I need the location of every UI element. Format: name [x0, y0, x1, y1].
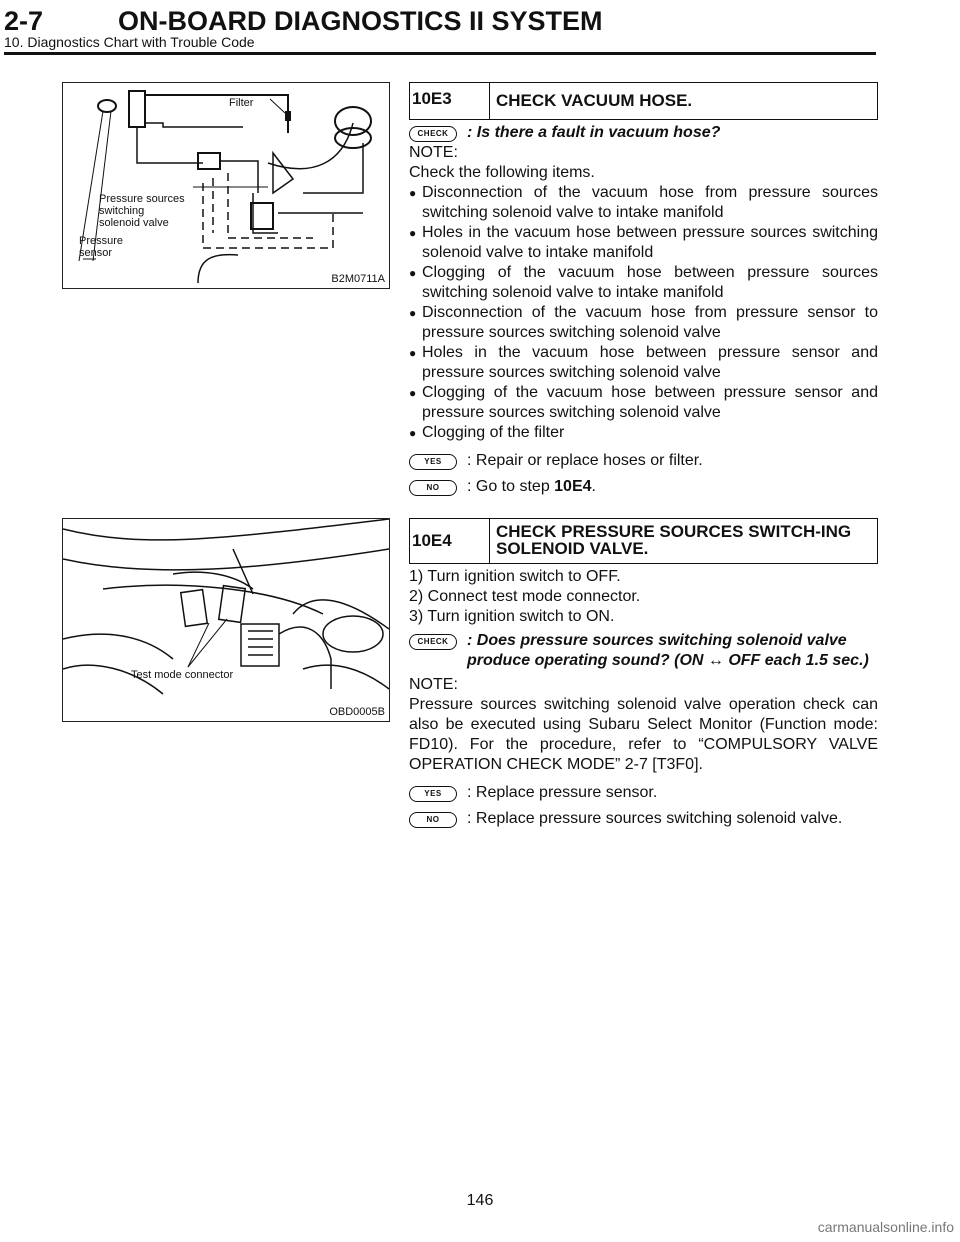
list-item: ● Disconnection of the vacuum hose from pressure sensor to pressure sources switching solenoid valve	[409, 304, 878, 341]
page-subtitle: 10. Diagnostics Chart with Trouble Code	[4, 34, 255, 50]
step-10e4	[409, 518, 878, 829]
check-items-list	[409, 183, 878, 443]
yes-answer	[409, 783, 878, 803]
note-text: Pressure sources switching solenoid valve operation check can also be executed using Subaru Select Monitor (Function mode: FD10). For the procedure, refer to “COMPULSORY VALVE OPERATION CHECK MODE” 2-7 [T3F0].	[409, 696, 878, 773]
step-title: CHECK VACUUM HOSE.	[496, 91, 693, 110]
header-rule	[4, 52, 876, 55]
no-answer	[409, 809, 878, 829]
step-header	[409, 518, 878, 564]
bullet-icon: ●	[409, 266, 417, 280]
page-number: 146	[466, 1192, 494, 1209]
list-item: ● Clogging of the vacuum hose between pressure sensor and pressure sources switching solenoid valve	[409, 384, 878, 421]
label-filter: Filter	[229, 97, 254, 109]
yes-text: : Repair or replace hoses or filter.	[467, 452, 703, 469]
bullet-icon: ●	[409, 306, 417, 320]
bullet-icon: ●	[409, 346, 417, 360]
no-text: : Replace pressure sources switching solenoid valve.	[467, 810, 843, 827]
note-intro: Check the following items.	[409, 164, 595, 181]
note-label: NOTE:	[409, 144, 458, 161]
check-badge-icon: CHECK	[409, 634, 457, 650]
no-answer	[409, 477, 878, 497]
bullet-icon: ●	[409, 186, 417, 200]
step-id: 10E4	[410, 519, 490, 563]
bullet-icon: ●	[409, 386, 417, 400]
note-label: NOTE:	[409, 676, 458, 693]
figure-vacuum-hose-diagram	[62, 82, 390, 289]
list-item: ● Holes in the vacuum hose between pressure sensor and pressure sources switching solenoid valve	[409, 344, 878, 381]
list-item: ● Holes in the vacuum hose between pressure sources switching solenoid valve to intake manifold	[409, 224, 878, 261]
yes-text: : Replace pressure sensor.	[467, 784, 658, 801]
yes-answer	[409, 451, 878, 471]
label-switching-valve: Pressure sources switching solenoid valve	[99, 193, 185, 229]
connector-drawing	[63, 519, 389, 721]
step-title: CHECK PRESSURE SOURCES SWITCH-ING SOLENOID VALVE.	[496, 522, 852, 558]
page-title: ON-BOARD DIAGNOSTICS II SYSTEM	[118, 6, 603, 36]
no-badge-icon: NO	[409, 812, 457, 828]
figure-code: OBD0005B	[329, 706, 385, 718]
procedure-step: 2) Connect test mode connector.	[409, 588, 641, 605]
no-suffix: .	[591, 478, 596, 495]
yes-badge-icon: YES	[409, 786, 457, 802]
section-number: 2-7	[4, 6, 44, 36]
procedure-step: 3) Turn ignition switch to ON.	[409, 608, 615, 625]
procedure-steps	[409, 567, 878, 627]
yes-badge-icon: YES	[409, 454, 457, 470]
procedure-step: 1) Turn ignition switch to OFF.	[409, 568, 621, 585]
check-question	[409, 631, 878, 671]
no-badge-icon: NO	[409, 480, 457, 496]
figure-test-mode-connector	[62, 518, 390, 722]
label-test-mode-connector: Test mode connector	[131, 669, 234, 681]
step-id: 10E3	[410, 83, 490, 119]
list-item: ● Clogging of the filter	[409, 424, 565, 441]
list-item: ● Clogging of the vacuum hose between pressure sources switching solenoid valve to intake manifold	[409, 264, 878, 301]
go-to-step-link[interactable]: 10E4	[554, 478, 592, 495]
check-question	[409, 123, 878, 143]
bullet-icon: ●	[409, 226, 417, 240]
no-prefix: : Go to step	[467, 478, 555, 495]
question-text: : Does pressure sources switching solenoid valve produce operating sound? (ON ↔ OFF each 1.5 sec.)	[467, 632, 869, 669]
check-badge-icon: CHECK	[409, 126, 457, 142]
label-pressure-sensor: Pressure sensor	[79, 235, 124, 259]
watermark: carmanualsonline.info	[817, 1219, 954, 1235]
question-text: : Is there a fault in vacuum hose?	[467, 124, 721, 141]
step-10e3	[409, 82, 878, 497]
step-header	[409, 82, 878, 120]
list-item: ● Disconnection of the vacuum hose from pressure sources switching solenoid valve to intake manifold	[409, 184, 878, 221]
figure-code: B2M0711A	[331, 273, 385, 285]
bullet-icon: ●	[409, 426, 417, 440]
